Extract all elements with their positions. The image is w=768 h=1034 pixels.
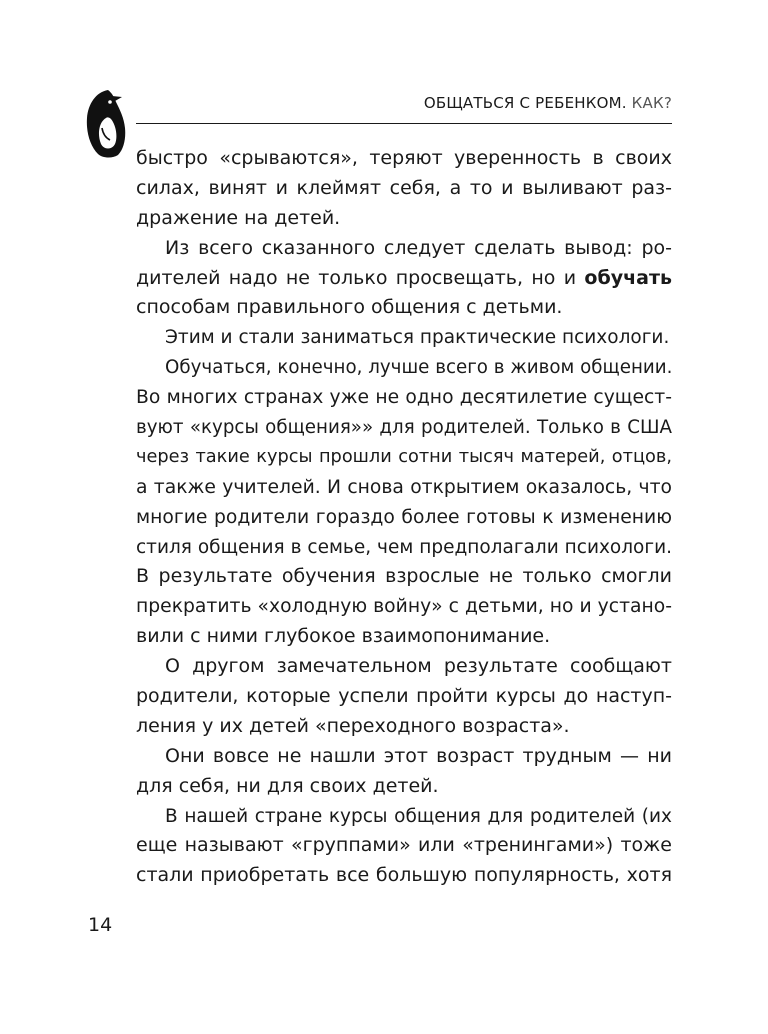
text-line: прекратить «холодную войну» с детьми, но и устано- (136, 596, 672, 618)
text-line: а также учителей. И снова открытием оказалось, что (136, 476, 672, 498)
text-line-with-bold (136, 264, 672, 294)
text-line: Этим и стали заниматься практические психологи. (165, 327, 670, 349)
text-line: для себя, ни для своих детей. (136, 774, 439, 797)
running-head (136, 94, 672, 120)
text-line: В нашей стране курсы общения для родителей (их (165, 805, 672, 827)
bold-word: обучать (584, 266, 672, 289)
text-line: Обучаться, конечно, лучше всего в живом общении. (165, 357, 673, 379)
header-divider (136, 123, 672, 124)
text-line: Во многих странах уже не одно десятилетие сущест- (136, 387, 672, 409)
text-line: способам правильного общения с детьми. (136, 296, 563, 319)
page-number: 14 (88, 914, 113, 936)
text-line: стиля общения в семье, чем предполагали психологи. (136, 536, 672, 558)
text-fragment: дителей надо не только просвещать, но и (136, 266, 585, 289)
text-line: вуют «курсы общения»» для родителей. Только в США (136, 417, 672, 439)
text-line: родители, которые успели пройти курсы до наступ- (136, 685, 672, 708)
text-line: быстро «срываются», теряют уверенность в своих (136, 147, 672, 169)
penguin-icon (84, 88, 128, 160)
text-line: Они вовсе не нашли этот возраст трудным — ни (165, 744, 672, 767)
text-line: Из всего сказанного следует сделать вывод: ро- (165, 236, 672, 259)
text-line: ления у их детей «переходного возраста». (136, 714, 570, 737)
running-head-subtitle: КАК? (626, 94, 672, 112)
text-line: О другом замечательном результате сообщают (165, 655, 672, 678)
running-head-title: ОБЩАТЬСЯ С РЕБЕНКОМ. (423, 94, 627, 112)
body-text (136, 144, 672, 891)
text-line: В результате обучения взрослые не только смогли (136, 565, 672, 588)
text-line: еще называют «группами» или «тренингами») тоже (136, 834, 672, 857)
text-line: через такие курсы прошли сотни тысяч матерей, отцов, (136, 446, 672, 467)
text-line: стали приобретать все большую популярность, хотя (136, 864, 672, 887)
text-line: силах, винят и клеймят себя, а то и выливают раз- (136, 176, 672, 199)
text-line: дражение на детей. (136, 206, 341, 229)
text-line: вили с ними глубокое взаимопонимание. (136, 625, 551, 648)
text-line: многие родители гораздо более готовы к изменению (136, 506, 672, 528)
